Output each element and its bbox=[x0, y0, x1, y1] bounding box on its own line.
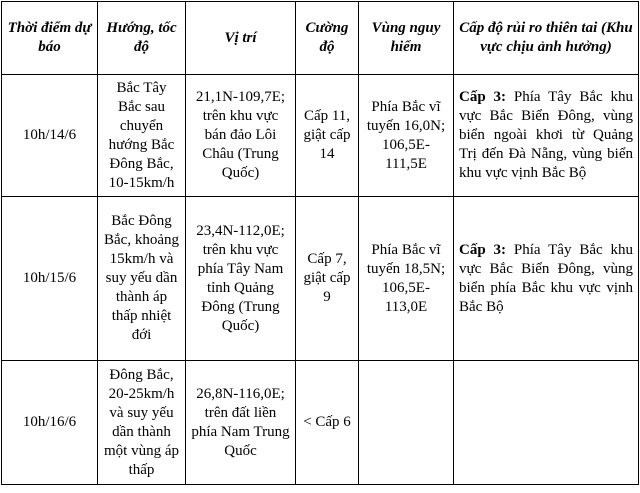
risk-level-label: Cấp 3: bbox=[459, 89, 507, 105]
header-time: Thời điểm dự báo bbox=[2, 2, 98, 75]
cell-direction: Bắc Đông Bắc, khoảng 15km/h và suy yếu dần thành áp thấp nhiệt đới bbox=[98, 197, 186, 361]
header-intensity: Cường độ bbox=[296, 2, 359, 75]
cell-danger-zone bbox=[359, 361, 454, 485]
risk-level-text: Phía Tây Bắc khu vực Bắc Biển Đông, vùng biển phía Bắc khu vực vịnh Bắc Bộ bbox=[459, 241, 633, 315]
risk-level-label: Cấp 3: bbox=[459, 241, 507, 258]
cell-time: 10h/15/6 bbox=[2, 197, 98, 361]
cell-risk-level bbox=[454, 197, 639, 361]
risk-level-text: Phía Tây Bắc khu vực Bắc Biển Đông, vùng biển ngoài khơi từ Quảng Trị đến Đà Nẵng, vùng biển khu vực vịnh Bắc Bộ bbox=[459, 89, 633, 181]
table-row bbox=[2, 197, 639, 361]
header-risk-level: Cấp độ rủi ro thiên tai (Khu vực chịu ảnh hưởng) bbox=[454, 2, 639, 75]
cell-position: 26,8N-116,0E; trên đất liền phía Nam Trung Quốc bbox=[186, 361, 296, 485]
cell-time: 10h/14/6 bbox=[2, 75, 98, 197]
cell-danger-zone: Phía Bắc vĩ tuyến 18,5N; 106,5E-113,0E bbox=[359, 197, 454, 361]
cell-position: 23,4N-112,0E; trên khu vực phía Tây Nam tỉnh Quảng Đông (Trung Quốc) bbox=[186, 197, 296, 361]
cell-position: 21,1N-109,7E; trên khu vực bán đảo Lôi Châu (Trung Quốc) bbox=[186, 75, 296, 197]
cell-danger-zone: Phía Bắc vĩ tuyến 16,0N; 106,5E-111,5E bbox=[359, 75, 454, 197]
header-direction: Hướng, tốc độ bbox=[98, 2, 186, 75]
cell-risk-level bbox=[454, 361, 639, 485]
cell-intensity: Cấp 7, giật cấp 9 bbox=[296, 197, 359, 361]
cell-direction: Đông Bắc, 20-25km/h và suy yếu dần thành một vùng áp thấp bbox=[98, 361, 186, 485]
table-row bbox=[2, 361, 639, 485]
table-row bbox=[2, 75, 639, 197]
header-position: Vị trí bbox=[186, 2, 296, 75]
cell-time: 10h/16/6 bbox=[2, 361, 98, 485]
forecast-table bbox=[1, 1, 639, 485]
header-row bbox=[2, 2, 639, 75]
cell-risk-level bbox=[454, 75, 639, 197]
cell-intensity: < Cấp 6 bbox=[296, 361, 359, 485]
cell-intensity: Cấp 11, giật cấp 14 bbox=[296, 75, 359, 197]
cell-direction: Bắc Tây Bắc sau chuyển hướng Bắc Đông Bắc, 10-15km/h bbox=[98, 75, 186, 197]
header-danger-zone: Vùng nguy hiểm bbox=[359, 2, 454, 75]
